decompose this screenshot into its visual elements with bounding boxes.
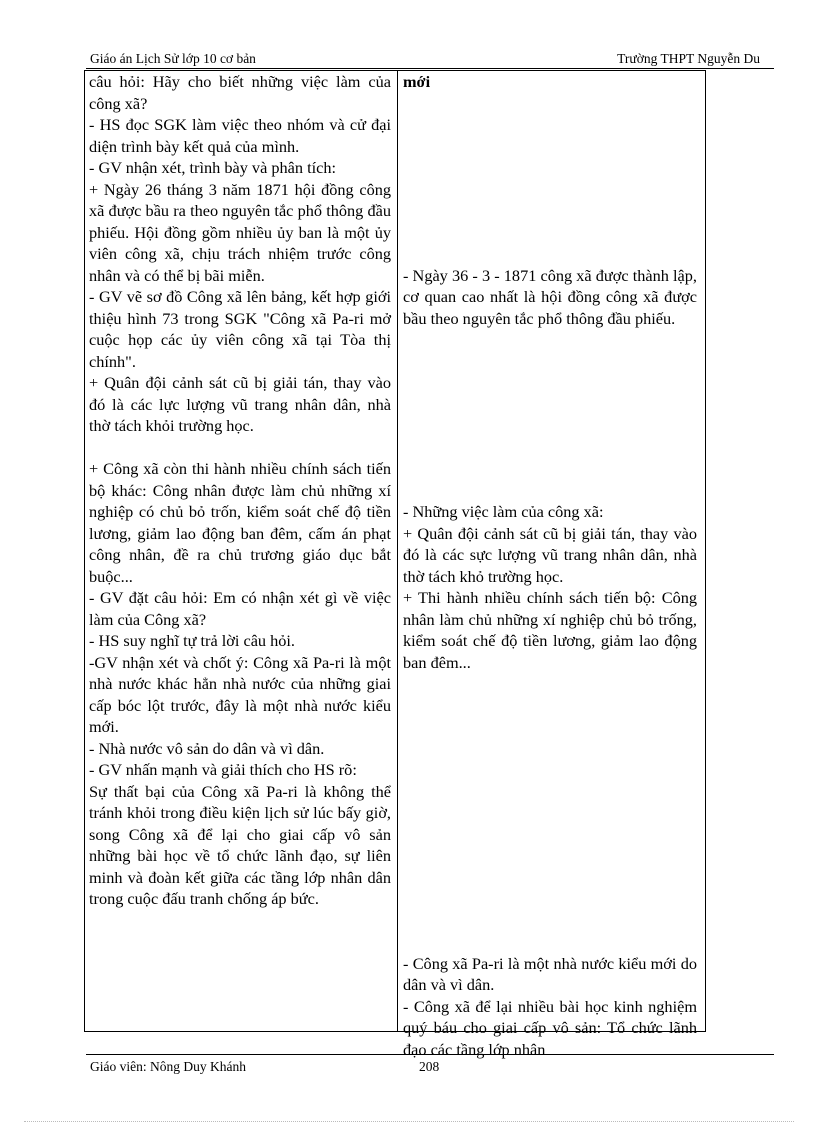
left-spacer bbox=[89, 437, 391, 459]
right-spacer bbox=[403, 695, 697, 717]
left-paragraph: + Ngày 26 tháng 3 năm 1871 hội đồng công xã được bầu ra theo nguyên tắc phổ thông đầu phiếu. Hội đồng gồm nhiều ủy ban là một ủy viên công xã, chịu trách nhiệm trước công nhân và có thể bị bãi miễn. bbox=[89, 179, 391, 285]
header-course-title: Giáo án Lịch Sử lớp 10 cơ bản bbox=[90, 51, 256, 66]
right-paragraph: - Những việc làm của công xã: bbox=[403, 502, 604, 521]
left-paragraph: - GV vẽ sơ đồ Công xã lên bảng, kết hợp giới thiệu hình 73 trong SGK "Công xã Pa-ri mở cuộc họp các ủy viên công xã tại Tòa thị chính". bbox=[89, 287, 391, 371]
right-spacer bbox=[403, 716, 697, 738]
right-spacer bbox=[403, 824, 697, 846]
right-paragraph: - Công xã Pa-ri là một nhà nước kiểu mới do dân và vì dân. bbox=[403, 953, 697, 994]
left-paragraph: + Công xã còn thi hành nhiều chính sách tiến bộ khác: Công nhân được làm chủ những xí nghiệp có chủ bỏ trốn, kiểm soát chế độ tiền lương, giảm lao động ban đêm, cấm án phạt công nhân, đề ra chủ trương giáo dục bắt buộc... bbox=[89, 459, 391, 586]
right-spacer bbox=[403, 759, 697, 781]
knowledge-content-column bbox=[403, 71, 697, 1060]
right-spacer bbox=[403, 673, 697, 695]
right-spacer bbox=[403, 351, 697, 373]
left-paragraph: - GV đặt câu hỏi: Em có nhận xét gì về việc làm của Công xã? bbox=[89, 588, 391, 629]
right-spacer bbox=[403, 910, 697, 932]
right-spacer bbox=[403, 738, 697, 760]
right-spacer bbox=[403, 179, 697, 201]
right-spacer bbox=[403, 222, 697, 244]
left-paragraph: -GV nhận xét và chốt ý: Công xã Pa-ri là một nhà nước khác hẳn nhà nước của những giai cấp bóc lột trước, đây là một nhà nước kiểu mới. bbox=[89, 652, 391, 736]
left-paragraph: + Quân đội cảnh sát cũ bị giải tán, thay vào đó là các lực lượng vũ trang nhân dân, nhà thờ tách khỏi trường học. bbox=[89, 373, 391, 435]
right-spacer bbox=[403, 136, 697, 158]
right-paragraph: - Công xã để lại nhiều bài học kinh nghiệm quý báu cho giai cấp vô sản: Tổ chức lãnh đạo các tầng lớp nhân bbox=[403, 996, 697, 1059]
column-divider bbox=[397, 71, 398, 1031]
left-paragraph: - GV nhấn mạnh và giải thích cho HS rõ: bbox=[89, 760, 357, 779]
left-paragraph: - HS đọc SGK làm việc theo nhóm và cử đại diện trình bày kết quả của mình. bbox=[89, 115, 391, 156]
page-bottom-edge bbox=[24, 1121, 794, 1122]
lesson-table bbox=[84, 70, 706, 1059]
left-paragraph: - Nhà nước vô sản do dân và vì dân. bbox=[89, 738, 325, 758]
right-spacer bbox=[403, 802, 697, 824]
right-spacer bbox=[403, 931, 697, 953]
right-spacer bbox=[403, 437, 697, 459]
right-spacer bbox=[403, 845, 697, 867]
right-spacer bbox=[403, 200, 697, 222]
page-number: 208 bbox=[419, 1059, 440, 1074]
right-paragraph: + Quân đội cảnh sát cũ bị giải tán, thay vào đó là các sực lượng vũ trang nhân dân, nhà thờ tách khỏ trường học. bbox=[403, 523, 697, 586]
header-school-name: Trường THPT Nguyễn Du bbox=[617, 51, 760, 66]
header-divider bbox=[86, 68, 774, 69]
right-spacer bbox=[403, 243, 697, 265]
left-paragraph: - GV nhận xét, trình bày và phân tích: bbox=[89, 158, 337, 177]
left-paragraph: - HS suy nghĩ tự trả lời câu hỏi. bbox=[89, 631, 296, 650]
right-spacer bbox=[403, 415, 697, 437]
teacher-student-activities-column bbox=[89, 71, 391, 910]
page-header bbox=[86, 51, 774, 67]
page-footer bbox=[86, 1059, 774, 1075]
right-spacer bbox=[403, 480, 697, 502]
left-paragraph: câu hỏi: Hãy cho biết những việc làm của công xã? bbox=[89, 72, 391, 113]
right-heading-continuation: mới bbox=[403, 72, 431, 91]
right-spacer bbox=[403, 114, 697, 136]
right-paragraph: - Ngày 36 - 3 - 1871 công xã được thành lập, cơ quan cao nhất là hội đồng công xã được bầu theo nguyên tắc phổ thông đầu phiếu. bbox=[403, 265, 697, 328]
right-spacer bbox=[403, 372, 697, 394]
right-spacer bbox=[403, 781, 697, 803]
left-paragraph: Sự thất bại của Công xã Pa-ri là không thể tránh khỏi trong điều kiện lịch sử lúc bấy giờ, song Công xã để lại cho giai cấp vô sản những bài học về tổ chức lãnh đạo, sự liên minh và đoàn kết giữa các tầng lớp nhân dân trong cuộc đấu tranh chống áp bức. bbox=[89, 781, 391, 908]
footer-divider bbox=[86, 1054, 774, 1055]
right-spacer bbox=[403, 157, 697, 179]
right-spacer bbox=[403, 888, 697, 910]
right-paragraph: + Thi hành nhiều chính sách tiến bộ: Công nhân làm chủ những xí nghiệp chủ bỏ trống, kiểm soát chế độ tiền lương, giảm lao động ban đêm... bbox=[403, 588, 697, 672]
right-spacer bbox=[403, 867, 697, 889]
footer-teacher-name: Giáo viên: Nông Duy Khánh bbox=[90, 1059, 246, 1074]
right-spacer bbox=[403, 93, 697, 115]
right-spacer bbox=[403, 458, 697, 480]
right-spacer bbox=[403, 329, 697, 351]
right-spacer bbox=[403, 394, 697, 416]
